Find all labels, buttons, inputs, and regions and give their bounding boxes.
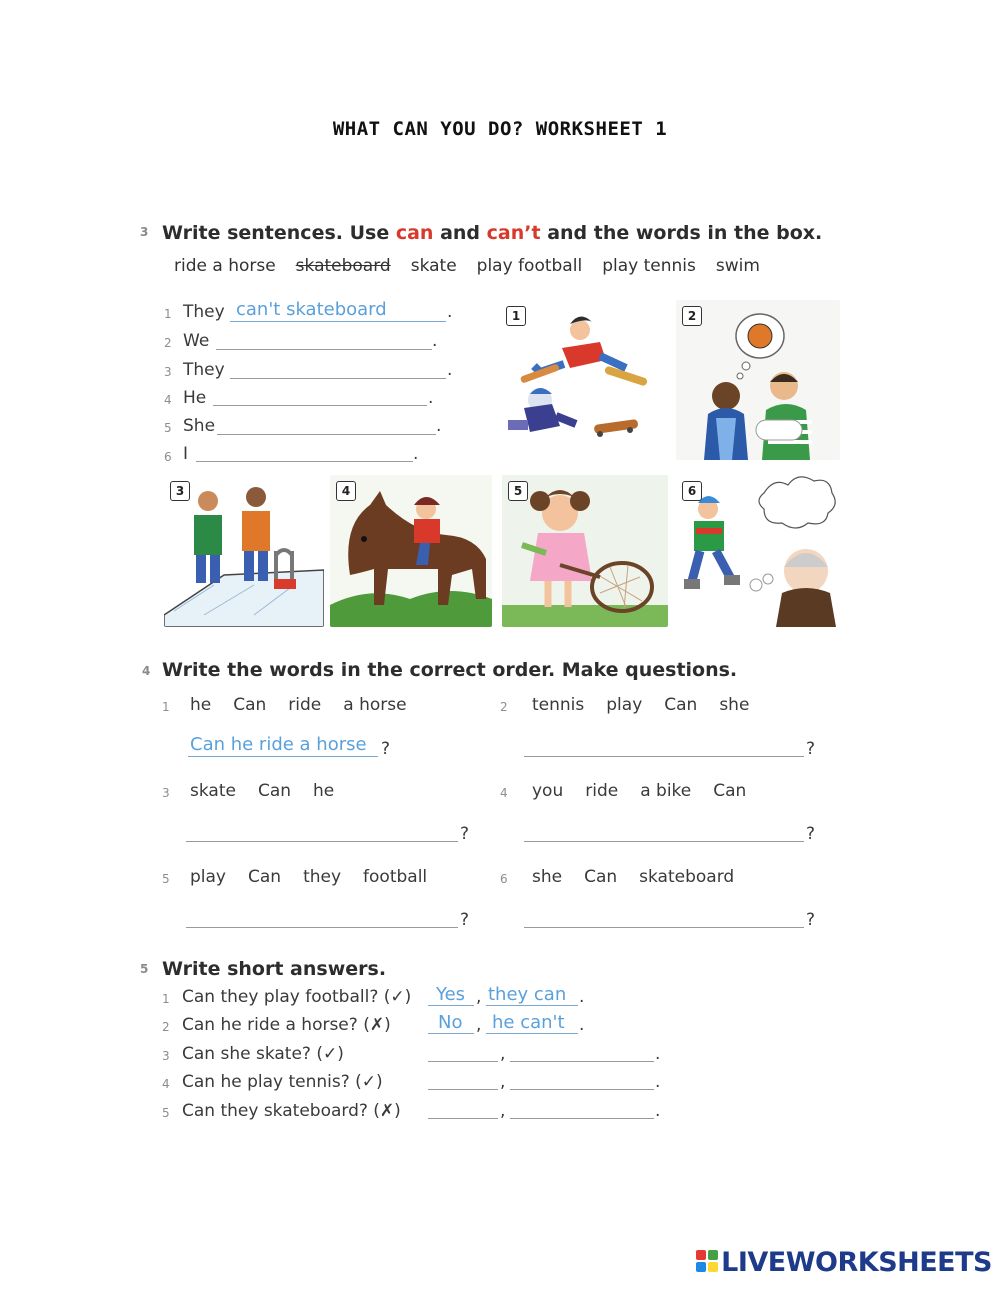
item-number: 3 — [162, 786, 170, 800]
word: Can — [584, 867, 618, 887]
word: ride — [288, 695, 322, 715]
logo-square — [708, 1262, 718, 1272]
answer-line — [188, 756, 378, 757]
picture-number: 6 — [682, 481, 702, 501]
word-box-item: swim — [715, 256, 760, 276]
picture-number: 4 — [336, 481, 356, 501]
jumbled-words — [532, 867, 756, 887]
picture-number: 2 — [682, 306, 702, 326]
word: he — [190, 695, 212, 715]
picture-number: 3 — [170, 481, 190, 501]
short-answer-input-1[interactable] — [428, 1118, 498, 1119]
sentence-answer-input[interactable]: can't skateboard — [236, 299, 387, 320]
period: . — [413, 444, 419, 464]
word: they — [303, 867, 342, 887]
picture-3 — [164, 475, 324, 627]
word: Can — [233, 695, 267, 715]
item-number: 3 — [162, 1049, 170, 1063]
period: . — [447, 302, 453, 322]
short-answer-input-2[interactable] — [510, 1118, 654, 1119]
sentence-subject: They — [183, 302, 225, 322]
item-number: 6 — [164, 450, 172, 464]
period: . — [655, 1072, 661, 1092]
sentence-answer-input[interactable] — [213, 405, 427, 406]
answer-line — [428, 1005, 474, 1006]
picture-6 — [676, 475, 840, 627]
comma: , — [500, 1101, 506, 1121]
period: . — [436, 416, 442, 436]
item-number: 2 — [162, 1020, 170, 1034]
short-answer-input-1[interactable] — [428, 1061, 498, 1062]
question-mark: ? — [806, 824, 816, 844]
period: . — [447, 360, 453, 380]
picture-number: 1 — [506, 306, 526, 326]
logo-square — [696, 1262, 706, 1272]
item-number: 6 — [500, 872, 508, 886]
answer-line — [230, 321, 446, 322]
item-number: 4 — [164, 393, 172, 407]
short-answer-question: Can he play tennis? (✓) — [182, 1072, 383, 1092]
word: play — [606, 695, 643, 715]
short-answer-input-1[interactable] — [428, 1089, 498, 1090]
word-box-item: ride a horse — [174, 256, 276, 276]
short-answer-input-1[interactable]: Yes — [436, 984, 466, 1005]
logo-text: LIVEWORKSHEETS — [721, 1246, 992, 1278]
answer-line — [486, 1033, 578, 1034]
item-number: 1 — [164, 307, 172, 321]
question-mark: ? — [806, 739, 816, 759]
sentence-subject: They — [183, 360, 225, 380]
item-number: 5 — [164, 421, 172, 435]
period: . — [579, 1015, 585, 1035]
sentence-answer-input[interactable] — [230, 378, 446, 379]
word: a horse — [343, 695, 407, 715]
comma: , — [476, 987, 482, 1007]
question-answer-input[interactable] — [524, 841, 804, 842]
item-number: 5 — [162, 1106, 170, 1120]
picture-2 — [676, 300, 840, 460]
short-answer-input-2[interactable] — [510, 1089, 654, 1090]
short-answer-question: Can she skate? (✓) — [182, 1044, 344, 1064]
word: Can — [248, 867, 282, 887]
short-answer-input-2[interactable] — [510, 1061, 654, 1062]
answer-line — [428, 1033, 474, 1034]
sentence-subject: I — [183, 444, 189, 464]
short-answer-input-1[interactable]: No — [438, 1012, 463, 1033]
sentence-subject: He — [183, 388, 207, 408]
comma: , — [500, 1044, 506, 1064]
exercise-5-heading: Write short answers. — [162, 958, 387, 980]
word: play — [190, 867, 226, 887]
picture-4 — [330, 475, 492, 627]
period: . — [432, 331, 438, 351]
exercise-4-heading: Write the words in the correct order. Make questions. — [162, 659, 738, 681]
period: . — [428, 388, 434, 408]
item-number: 2 — [500, 700, 508, 714]
word: skateboard — [639, 867, 735, 887]
jumbled-words — [190, 867, 449, 887]
exercise-3-heading: Write sentences. Use can and can’t and the words in the box. — [162, 222, 823, 244]
liveworksheets-logo-icon — [696, 1250, 718, 1274]
question-answer-input[interactable] — [524, 756, 804, 757]
item-number: 4 — [500, 786, 508, 800]
sentence-subject: We — [183, 331, 210, 351]
picture-number: 5 — [508, 481, 528, 501]
exercise-5-number: 5 — [140, 962, 149, 976]
item-number: 1 — [162, 700, 170, 714]
exercise-4-number: 4 — [142, 664, 151, 678]
word: skate — [190, 781, 236, 801]
word-box — [174, 256, 780, 276]
sentence-subject: She — [183, 416, 216, 436]
picture-5 — [502, 475, 668, 627]
question-answer-input[interactable] — [186, 927, 458, 928]
short-answer-input-2[interactable]: he can't — [492, 1012, 565, 1033]
word: he — [313, 781, 335, 801]
jumbled-words — [532, 695, 771, 715]
question-answer-input[interactable] — [524, 927, 804, 928]
sentence-answer-input[interactable] — [216, 349, 432, 350]
word: a bike — [640, 781, 692, 801]
item-number: 4 — [162, 1077, 170, 1091]
jumbled-words — [532, 781, 768, 801]
exercise-3-number: 3 — [140, 225, 149, 239]
comma: , — [476, 1015, 482, 1035]
item-number: 5 — [162, 872, 170, 886]
question-answer-input[interactable]: Can he ride a horse — [190, 734, 367, 755]
word: you — [532, 781, 564, 801]
word: she — [719, 695, 750, 715]
word: football — [363, 867, 428, 887]
item-number: 1 — [162, 992, 170, 1006]
jumbled-words — [190, 781, 356, 801]
question-mark: ? — [381, 739, 391, 759]
period: . — [579, 987, 585, 1007]
question-mark: ? — [460, 910, 470, 930]
comma: , — [500, 1072, 506, 1092]
word-box-item: skate — [410, 256, 457, 276]
short-answer-question: Can he ride a horse? (✗) — [182, 1015, 391, 1035]
word: ride — [585, 781, 619, 801]
logo-square — [696, 1250, 706, 1260]
logo-square — [708, 1250, 718, 1260]
period: . — [655, 1044, 661, 1064]
question-mark: ? — [460, 824, 470, 844]
word-box-item: play tennis — [602, 256, 696, 276]
sentence-answer-input[interactable] — [217, 434, 436, 435]
word: tennis — [532, 695, 585, 715]
word: Can — [257, 781, 292, 801]
word: Can — [664, 695, 698, 715]
worksheet-title: WHAT CAN YOU DO? WORKSHEET 1 — [332, 118, 668, 140]
word-box-item: skateboard — [295, 256, 391, 276]
word: she — [532, 867, 563, 887]
question-mark: ? — [806, 910, 816, 930]
item-number: 2 — [164, 336, 172, 350]
short-answer-question: Can they skateboard? (✗) — [182, 1101, 401, 1121]
jumbled-words — [190, 695, 429, 715]
short-answer-question: Can they play football? (✓) — [182, 987, 412, 1007]
question-answer-input[interactable] — [186, 841, 458, 842]
short-answer-input-2[interactable]: they can — [488, 984, 567, 1005]
word-box-item: play football — [476, 256, 583, 276]
liveworksheets-logo — [696, 1247, 992, 1277]
word: Can — [713, 781, 747, 801]
item-number: 3 — [164, 365, 172, 379]
answer-line — [486, 1005, 578, 1006]
sentence-answer-input[interactable] — [196, 461, 413, 462]
picture-1 — [500, 300, 666, 460]
period: . — [655, 1101, 661, 1121]
